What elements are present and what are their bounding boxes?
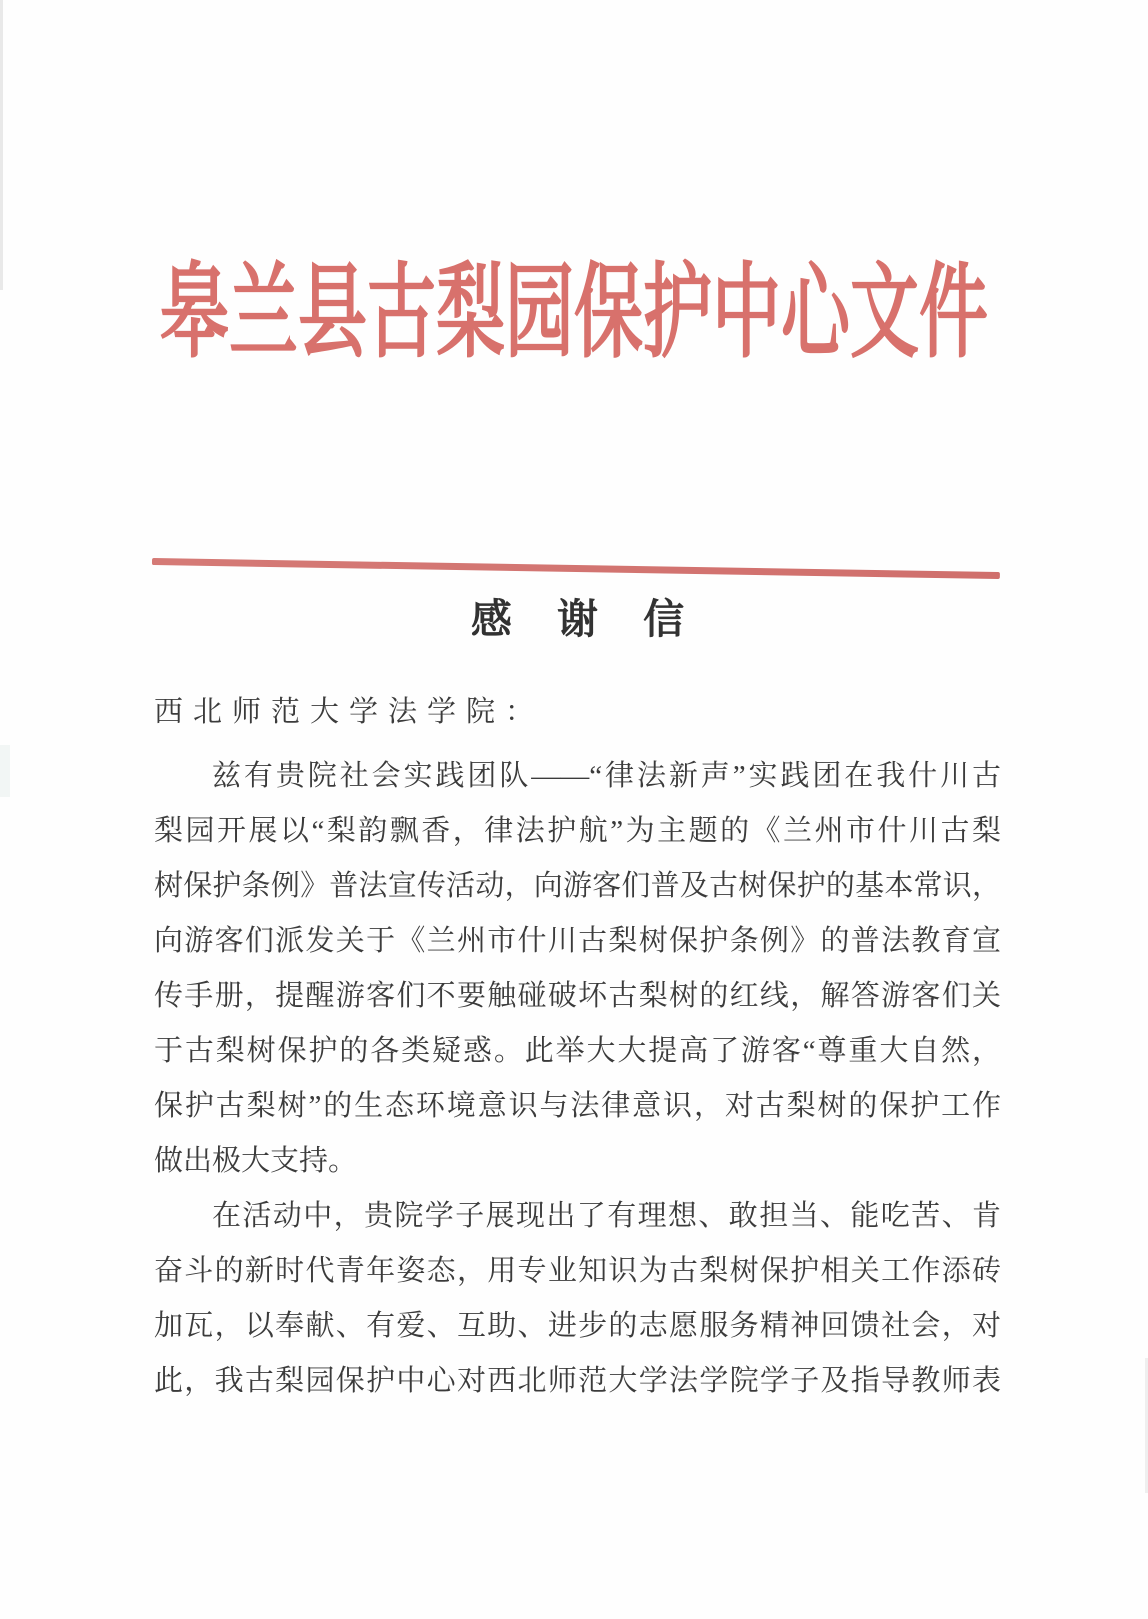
body-line: 保护古梨树”的生态环境意识与法律意识，对古梨树的保护工作 <box>154 1090 1001 1122</box>
body-line: 树保护条例》普法宣传活动，向游客们普及古树保护的基本常识， <box>154 870 1001 902</box>
scan-edge-artifact-top-left <box>0 0 3 290</box>
letterhead-banner <box>0 250 1148 389</box>
body-line: 在活动中，贵院学子展现出了有理想、敢担当、能吃苦、肯 <box>212 1200 1001 1232</box>
letter-body <box>154 685 1001 1409</box>
red-divider-rule <box>152 558 1000 579</box>
body-line: 奋斗的新时代青年姿态，用专业知识为古梨树保护相关工作添砖 <box>154 1255 1001 1287</box>
body-line: 梨园开展以“梨韵飘香，律法护航”为主题的《兰州市什川古梨 <box>154 815 1001 847</box>
body-line: 此，我古梨园保护中心对西北师范大学法学院学子及指导教师表 <box>154 1365 1001 1397</box>
salutation-line: 西北师范大学法学院： <box>154 696 545 728</box>
body-line: 于古梨树保护的各类疑惑。此举大大提高了游客“尊重大自然， <box>154 1035 1001 1067</box>
letterhead-title: 皋兰县古梨园保护中心文件 <box>159 255 988 370</box>
body-line: 传手册，提醒游客们不要触碰破坏古梨树的红线，解答游客们关 <box>154 980 1001 1012</box>
body-line: 加瓦，以奉献、有爱、互助、进步的志愿服务精神回馈社会，对 <box>154 1310 1001 1342</box>
body-line: 做出极大支持。 <box>154 1145 358 1177</box>
body-line: 向游客们派发关于《兰州市什川古梨树保护条例》的普法教育宣 <box>154 925 1001 957</box>
letter-title: 感谢信 <box>470 596 730 642</box>
scan-edge-artifact-left <box>0 745 10 797</box>
body-line: 兹有贵院社会实践团队——“律法新声”实践团在我什川古 <box>212 760 1001 792</box>
